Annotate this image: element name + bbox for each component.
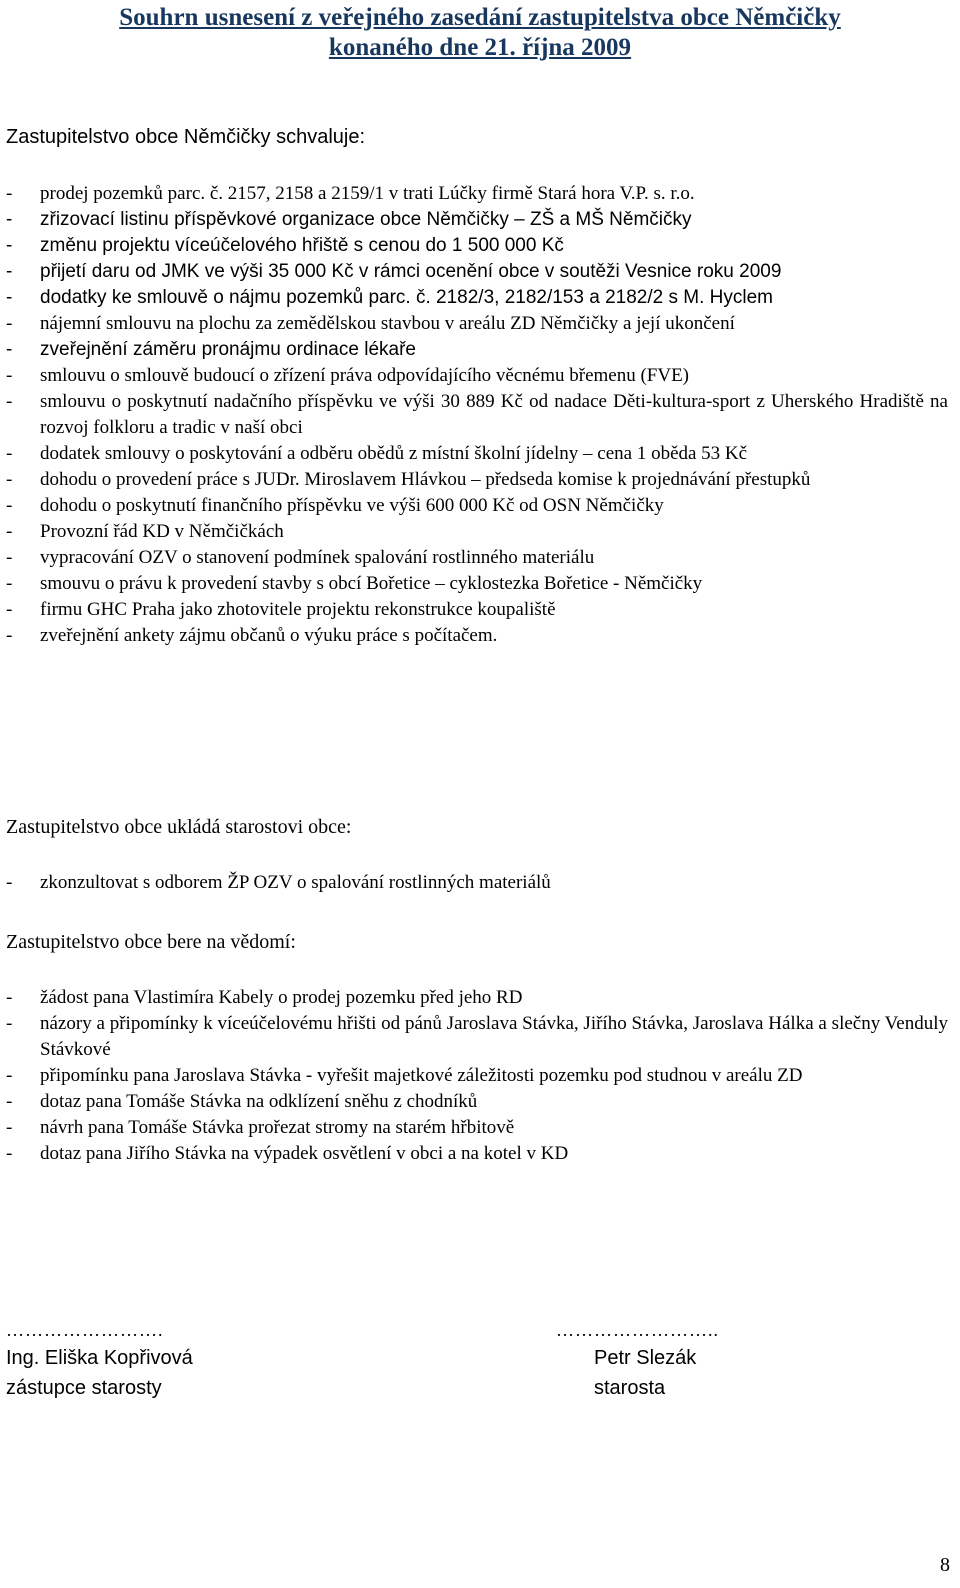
list-item [0,207,948,233]
document-title-line2: konaného dne 21. října 2009 [328,34,632,61]
signature-role-left: zástupce starosty [6,1377,162,1399]
list-dash: - [6,469,13,490]
list-dash: - [6,521,13,542]
list-dash: - [6,365,13,386]
signature-name-left: Ing. Eliška Kopřivová [6,1347,193,1369]
list-item [0,985,948,1011]
list-item [0,1115,948,1141]
list-item [0,337,948,363]
list-dash: - [6,183,13,204]
signature-line-left: ……………………. [6,1320,164,1340]
page-number: 8 [940,1554,950,1576]
list-item [0,181,948,207]
list-dash: - [6,1091,13,1112]
list-item [0,870,948,896]
list-item-text: názory a připomínky k víceúčelovému hřišti od pánů Jaroslava Stávka, Jiřího Stávka, Jaroslava Hálka a slečny Venduly Stávkové [40,1013,948,1060]
list-dash: - [6,339,13,360]
list-item-text: dohodu o poskytnutí finančního příspěvku ve výši 600 000 Kč od OSN Němčičky [40,495,664,516]
list-item [0,233,948,259]
list-dash: - [6,1013,13,1034]
list-dash: - [6,209,13,230]
list-item [0,519,948,545]
approves-list [0,181,948,649]
list-item [0,493,948,519]
list-dash: - [6,261,13,282]
list-dash: - [6,872,13,893]
list-item [0,285,948,311]
list-item-text: zveřejnění záměru pronájmu ordinace lékaře [40,339,416,360]
approves-heading: Zastupitelstvo obce Němčičky schvaluje: [6,126,366,148]
list-dash: - [6,1065,13,1086]
list-item [0,623,948,649]
orders-heading: Zastupitelstvo obce ukládá starostovi obce: [6,816,352,838]
list-dash: - [6,987,13,1008]
list-item-text: dotaz pana Tomáše Stávka na odklízení sněhu z chodníků [40,1091,478,1112]
list-item-text: dodatky ke smlouvě o nájmu pozemků parc. č. 2182/3, 2182/153 a 2182/2 s M. Hyclem [40,287,773,308]
list-item-text: dodatek smlouvy o poskytování a odběru obědů z místní školní jídelny – cena 1 oběda 53 Kč [40,443,748,464]
list-dash: - [6,1143,13,1164]
list-item-text: smlouvu o poskytnutí nadačního příspěvku ve výši 30 889 Kč od nadace Děti-kultura-sport z Uherského Hradiště na rozvoj folkloru a tradic v naší obci [40,391,948,438]
list-item [0,389,948,441]
notes-heading: Zastupitelstvo obce bere na vědomí: [6,931,296,953]
list-item-text: smouvu o právu k provedení stavby s obcí Bořetice – cyklostezka Bořetice - Němčičky [40,573,703,594]
list-item-text: dotaz pana Jiřího Stávka na výpadek osvětlení v obci a na kotel v KD [40,1143,569,1164]
list-item [0,311,948,337]
list-dash: - [6,235,13,256]
list-item-text: firmu GHC Praha jako zhotovitele projektu rekonstrukce koupaliště [40,599,556,620]
signature-role-right: starosta [594,1377,666,1399]
list-dash: - [6,547,13,568]
list-item [0,1141,948,1167]
list-item [0,259,948,285]
list-item [0,1011,948,1063]
signature-line-right: …………………….. [556,1320,719,1340]
list-item [0,363,948,389]
list-item [0,571,948,597]
list-dash: - [6,625,13,646]
list-item-text: změnu projektu víceúčelového hřiště s cenou do 1 500 000 Kč [40,235,564,256]
list-item-text: prodej pozemků parc. č. 2157, 2158 a 2159/1 v trati Lúčky firmě Stará hora V.P. s. r.o. [40,183,695,204]
list-item [0,1089,948,1115]
list-dash: - [6,313,13,334]
list-item-text: návrh pana Tomáše Stávka prořezat stromy na starém hřbitově [40,1117,515,1138]
list-dash: - [6,495,13,516]
list-item-text: Provozní řád KD v Němčičkách [40,521,284,542]
list-dash: - [6,287,13,308]
list-item [0,441,948,467]
signature-name-right: Petr Slezák [594,1347,697,1369]
list-item [0,467,948,493]
document-title-line1: Souhrn usnesení z veřejného zasedání zastupitelstva obce Němčičky [119,4,841,31]
list-item-text: žádost pana Vlastimíra Kabely o prodej pozemku před jeho RD [40,987,523,1008]
list-item-text: připomínku pana Jaroslava Stávka - vyřešit majetkové záležitosti pozemku pod studnou v areálu ZD [40,1065,803,1086]
list-dash: - [6,599,13,620]
list-item-text: přijetí daru od JMK ve výši 35 000 Kč v rámci ocenění obce v soutěži Vesnice roku 2009 [40,261,782,282]
list-item-text: dohodu o provedení práce s JUDr. Miroslavem Hlávkou – předseda komise k projednávání přestupků [40,469,811,490]
list-item-text: nájemní smlouvu na plochu za zemědělskou stavbou v areálu ZD Němčičky a její ukončení [40,313,735,334]
notes-list [0,985,948,1167]
list-item-text: vypracování OZV o stanovení podmínek spalování rostlinného materiálu [40,547,595,568]
list-item [0,1063,948,1089]
list-dash: - [6,573,13,594]
list-item [0,545,948,571]
orders-list [0,870,948,896]
list-item-text: zkonzultovat s odborem ŽP OZV o spalování rostlinných materiálů [40,872,551,893]
list-dash: - [6,443,13,464]
list-item-text: smlouvu o smlouvě budoucí o zřízení práva odpovídajícího věcnému břemenu (FVE) [40,365,690,386]
list-item-text: zveřejnění ankety zájmu občanů o výuku práce s počítačem. [40,625,498,646]
list-dash: - [6,1117,13,1138]
list-item [0,597,948,623]
list-dash: - [6,391,13,412]
list-item-text: zřizovací listinu příspěvkové organizace obce Němčičky – ZŠ a MŠ Němčičky [40,209,692,230]
